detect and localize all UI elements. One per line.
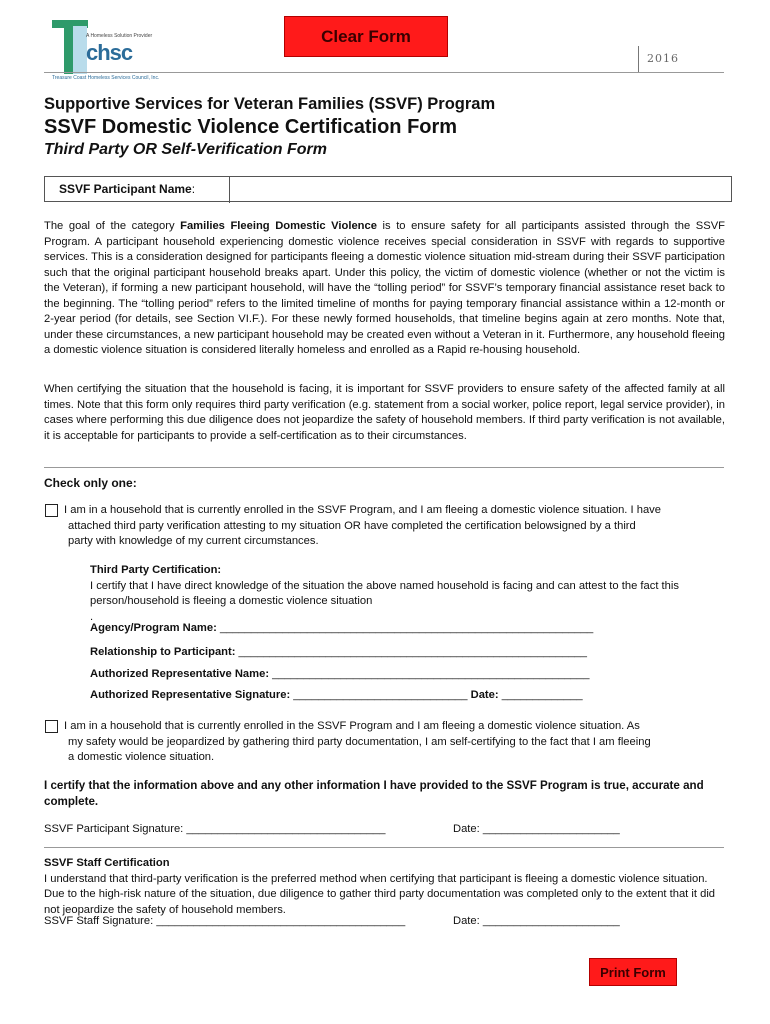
participant-date-field[interactable]: Date: ______________________ bbox=[453, 823, 620, 835]
self-certification-checkbox[interactable] bbox=[45, 720, 58, 733]
form-year: 2016 bbox=[638, 46, 679, 72]
form-subtitle: Third Party OR Self-Verification Form bbox=[44, 141, 328, 158]
agency-program-field[interactable]: Agency/Program Name: ____________________________________________________________ bbox=[90, 622, 594, 634]
section-divider bbox=[44, 467, 724, 468]
staff-certification bbox=[44, 856, 726, 918]
relationship-field[interactable]: Relationship to Participant: ________________________________________________________ bbox=[90, 646, 587, 658]
participant-name-input[interactable] bbox=[229, 177, 737, 203]
form-title: SSVF Domestic Violence Certification Form bbox=[44, 116, 458, 138]
logo-tagline: A Homeless Solution Provider bbox=[86, 33, 153, 39]
participant-name-row bbox=[44, 176, 732, 202]
program-title: Supportive Services for Veteran Families (SSVF) Program bbox=[44, 95, 496, 113]
logo-text: chsc bbox=[86, 40, 133, 65]
certification-statement: I certify that the information above and any other information I have provided to the SSVF Program is true, accurate and complete. bbox=[44, 779, 704, 808]
participant-name-label: SSVF Participant Name: bbox=[59, 182, 196, 196]
intro-paragraph-2: When certifying the situation that the household is facing, it is important for SSVF providers to ensure safety of the affected family at all times. Note that this form only requires third party verification (e.g. statement from a social worker, police report, legal service provider), in cases where performing this due diligence does not jeopardize the safety of household members. If third party verification is not available, it is acceptable for participants to provide a self-certification as to their circumstances. bbox=[44, 383, 725, 442]
option-self-certification-text: I am in a household that is currently enrolled in the SSVF Program and I am fleeing a domestic violence situation. As my safety would be jeopardized by gathering third party documentation, I am self-certifying to the fact that I am fleeing a domestic violence situation. bbox=[64, 720, 651, 763]
representative-name-field[interactable]: Authorized Representative Name: ___________________________________________________ bbox=[90, 668, 590, 680]
third-party-heading: Third Party Certification: bbox=[90, 564, 222, 576]
intro-bold-phrase: Families Fleeing Domestic Violence bbox=[180, 220, 377, 232]
header-divider bbox=[44, 72, 724, 73]
staff-certification-heading: SSVF Staff Certification bbox=[44, 857, 170, 869]
third-party-verification-checkbox[interactable] bbox=[45, 504, 58, 517]
section-divider bbox=[44, 847, 724, 848]
option-third-party-text: I am in a household that is currently enrolled in the SSVF Program, and I am fleeing a domestic violence situation. I have attached third party verification attesting to my situation OR have completed the certification belowsigned by a third party with knowledge of my current circumstances. bbox=[64, 504, 661, 547]
check-only-heading: Check only one: bbox=[44, 476, 137, 490]
print-form-button[interactable]: Print Form bbox=[589, 958, 677, 986]
staff-certification-text: I understand that third-party verification is the preferred method when certifying that participant is fleeing a domestic violence situation. Due to the high-risk nature of the situation, due diligence to gather third party documentation was completed only to the extent that it did not jeopardize the safety of household members. bbox=[44, 872, 716, 916]
logo-org-name: Treasure Coast Homeless Services Council, Inc. bbox=[52, 75, 160, 81]
staff-signature-field[interactable]: SSVF Staff Signature: ________________________________________ bbox=[44, 915, 406, 927]
staff-date-field[interactable]: Date: ______________________ bbox=[453, 915, 620, 927]
third-party-certification: Third Party Certification: I certify that I have direct knowledge of the situation the above named household is facing and can attest to the fact this person/household is fleeing a domestic violence situation . bbox=[90, 563, 720, 625]
intro-paragraph-1: The goal of the category Families Fleeing Domestic Violence is to ensure safety for all participants assisted through the SSVF Program. A participant household experiencing domestic violence receives special consideration in SSVF with regards to supportive services. This is a consideration designed for participants fleeing a domestic violence situation mid-stream during their SSVF participation such that the original participant household breaks apart. Under this policy, the victim of domestic violence (whether or not the victim is the Veteran), if forming a new participant household, will have the “tolling period” for SSVF’s temporary financial assistance reset back to the beginning. The “tolling period” refers to the limited timeline of months for paying temporary financial assistance within a 12-month or 2-year period (for details, see Section VI.F.). For these newly formed households, that timeline begins again at zero months. Note that, under these circumstances, a new participant household may be created even without a Veteran in it. Furthermore, any household fleeing a domestic violence situation is considered literally homeless and enrolled as a Rapid re-housing household. bbox=[44, 220, 726, 356]
third-party-statement: I certify that I have direct knowledge of the situation the above named household is facing and can attest to the fact this person/household is fleeing a domestic violence situation bbox=[90, 579, 679, 607]
representative-signature-field[interactable]: Authorized Representative Signature: ____________________________ Date: _____________ bbox=[90, 689, 583, 701]
clear-form-button[interactable]: Clear Form bbox=[284, 16, 448, 57]
participant-signature-field[interactable]: SSVF Participant Signature: ________________________________ bbox=[44, 823, 386, 835]
